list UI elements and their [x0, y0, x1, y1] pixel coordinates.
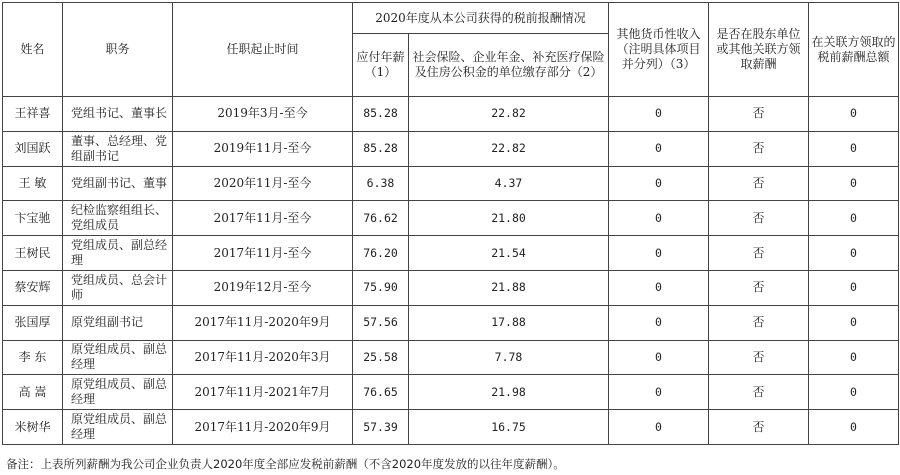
cell-name: 刘国跃 — [3, 131, 63, 166]
cell-related-total: 0 — [809, 340, 899, 375]
cell-insurance: 7.78 — [409, 340, 609, 375]
cell-term: 2017年11月-2020年9月 — [173, 305, 353, 340]
header-related-total: 在关联方领取的税前薪酬总额 — [809, 3, 899, 97]
table-row — [3, 410, 899, 445]
cell-term: 2020年11月-至今 — [173, 166, 353, 201]
cell-insurance: 16.75 — [409, 410, 609, 445]
cell-other-income: 0 — [609, 97, 709, 132]
cell-term: 2019年11月-至今 — [173, 131, 353, 166]
cell-position: 党组副书记、董事 — [63, 166, 173, 201]
cell-other-income: 0 — [609, 305, 709, 340]
cell-name: 王 敏 — [3, 166, 63, 201]
table-row — [3, 270, 899, 305]
cell-related-total: 0 — [809, 97, 899, 132]
cell-paid-elsewhere: 否 — [709, 270, 809, 305]
cell-position: 纪检监察组组长、党组成员 — [63, 201, 173, 236]
cell-position: 董事、总经理、党组副书记 — [63, 131, 173, 166]
table-row — [3, 201, 899, 236]
cell-related-total: 0 — [809, 305, 899, 340]
cell-name: 张国厚 — [3, 305, 63, 340]
table-body — [3, 97, 899, 445]
cell-paid-elsewhere: 否 — [709, 305, 809, 340]
cell-term: 2017年11月-2021年7月 — [173, 375, 353, 410]
cell-paid-elsewhere: 否 — [709, 236, 809, 271]
header-term: 任职起止时间 — [173, 3, 353, 97]
cell-insurance: 21.88 — [409, 270, 609, 305]
cell-salary: 76.65 — [353, 375, 409, 410]
header-salary: 应付年薪（1） — [353, 34, 409, 97]
cell-salary: 76.20 — [353, 236, 409, 271]
cell-salary: 6.38 — [353, 166, 409, 201]
cell-salary: 57.39 — [353, 410, 409, 445]
cell-salary: 85.28 — [353, 97, 409, 132]
table-row — [3, 340, 899, 375]
cell-other-income: 0 — [609, 410, 709, 445]
cell-related-total: 0 — [809, 236, 899, 271]
cell-other-income: 0 — [609, 375, 709, 410]
cell-name: 卞宝驰 — [3, 201, 63, 236]
header-insurance: 社会保险、企业年金、补充医疗保险及住房公积金的单位缴存部分（2） — [409, 34, 609, 97]
cell-insurance: 22.82 — [409, 131, 609, 166]
cell-name: 米树华 — [3, 410, 63, 445]
cell-name: 高 嵩 — [3, 375, 63, 410]
cell-other-income: 0 — [609, 201, 709, 236]
cell-related-total: 0 — [809, 375, 899, 410]
cell-insurance: 4.37 — [409, 166, 609, 201]
cell-related-total: 0 — [809, 270, 899, 305]
cell-insurance: 17.88 — [409, 305, 609, 340]
cell-paid-elsewhere: 否 — [709, 340, 809, 375]
cell-position: 原党组成员、副总经理 — [63, 375, 173, 410]
header-shareholder-paid: 是否在股东单位或其他关联方领取薪酬 — [709, 3, 809, 97]
cell-name: 王祥喜 — [3, 97, 63, 132]
table-row — [3, 97, 899, 132]
table-row — [3, 236, 899, 271]
cell-paid-elsewhere: 否 — [709, 131, 809, 166]
cell-related-total: 0 — [809, 410, 899, 445]
cell-term: 2017年11月-2020年3月 — [173, 340, 353, 375]
header-other-income: 其他货币性收入（注明具体项目并分列）（3） — [609, 3, 709, 97]
table-row — [3, 166, 899, 201]
cell-position: 党组书记、董事长 — [63, 97, 173, 132]
cell-term: 2019年12月-至今 — [173, 270, 353, 305]
table-row — [3, 131, 899, 166]
cell-name: 李 东 — [3, 340, 63, 375]
cell-other-income: 0 — [609, 166, 709, 201]
cell-salary: 57.56 — [353, 305, 409, 340]
cell-name: 王树民 — [3, 236, 63, 271]
cell-term: 2017年11月-至今 — [173, 201, 353, 236]
cell-position: 原党组副书记 — [63, 305, 173, 340]
cell-insurance: 21.54 — [409, 236, 609, 271]
cell-other-income: 0 — [609, 270, 709, 305]
cell-term: 2017年11月-2020年9月 — [173, 410, 353, 445]
table-note: 备注：上表所列薪酬为我公司企业负责人2020年度全部应发税前薪酬（不含2020年度发放的以往年度薪酬）。 — [6, 457, 565, 471]
cell-term: 2019年3月-至今 — [173, 97, 353, 132]
cell-paid-elsewhere: 否 — [709, 97, 809, 132]
header-group-2020: 2020年度从本公司获得的税前报酬情况 — [353, 3, 609, 34]
cell-salary: 85.28 — [353, 131, 409, 166]
table-row — [3, 305, 899, 340]
cell-salary: 76.62 — [353, 201, 409, 236]
cell-paid-elsewhere: 否 — [709, 201, 809, 236]
header-name: 姓名 — [3, 3, 63, 97]
cell-position: 党组成员、总会计师 — [63, 270, 173, 305]
cell-related-total: 0 — [809, 201, 899, 236]
cell-insurance: 21.98 — [409, 375, 609, 410]
cell-related-total: 0 — [809, 131, 899, 166]
cell-position: 原党组成员、副总经理 — [63, 340, 173, 375]
cell-insurance: 22.82 — [409, 97, 609, 132]
cell-salary: 75.90 — [353, 270, 409, 305]
cell-insurance: 21.80 — [409, 201, 609, 236]
cell-paid-elsewhere: 否 — [709, 166, 809, 201]
table-row — [3, 375, 899, 410]
header-position: 职务 — [63, 3, 173, 97]
cell-position: 原党组成员、副总经理 — [63, 410, 173, 445]
cell-term: 2017年11月-至今 — [173, 236, 353, 271]
cell-other-income: 0 — [609, 236, 709, 271]
cell-paid-elsewhere: 否 — [709, 375, 809, 410]
cell-position: 党组成员、副总经理 — [63, 236, 173, 271]
compensation-table — [2, 2, 899, 445]
cell-paid-elsewhere: 否 — [709, 410, 809, 445]
cell-salary: 25.58 — [353, 340, 409, 375]
cell-other-income: 0 — [609, 340, 709, 375]
cell-related-total: 0 — [809, 166, 899, 201]
cell-other-income: 0 — [609, 131, 709, 166]
cell-name: 蔡安辉 — [3, 270, 63, 305]
